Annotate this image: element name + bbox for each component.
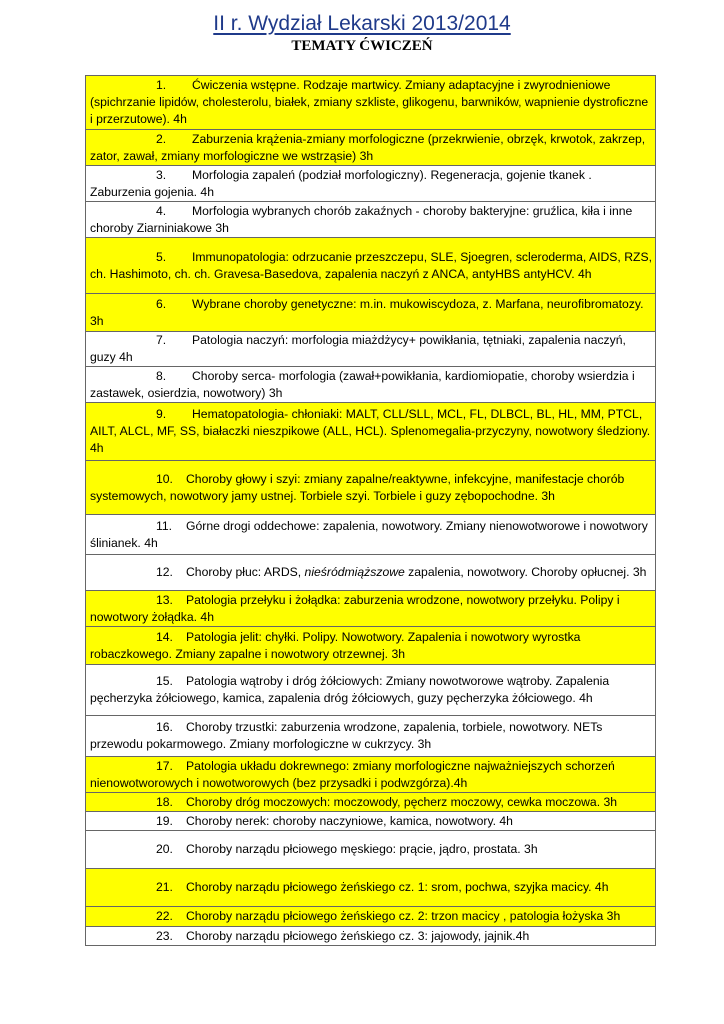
table-row <box>86 403 656 461</box>
topic-text: Choroby narządu płciowego żeńskiego cz. 2: trzon macicy , patologia łożyska 3h <box>186 909 621 923</box>
table-row <box>86 716 656 757</box>
table-row <box>86 793 656 812</box>
topic-cell <box>86 716 656 757</box>
table-row <box>86 130 656 166</box>
topic-number: 12. <box>156 565 173 579</box>
table-row <box>86 461 656 515</box>
page-title: II r. Wydział Lekarski 2013/2014 <box>213 12 511 35</box>
table-row <box>86 555 656 591</box>
topic-text: Choroby dróg moczowych: moczowody, pęcherz moczowy, cewka moczowa. 3h <box>186 794 618 809</box>
table-row <box>86 591 656 627</box>
topic-cell <box>86 238 656 294</box>
topic-number: 19. <box>156 813 173 828</box>
table-row <box>86 627 656 665</box>
topic-number: 14. <box>156 629 173 644</box>
topic-cell <box>86 202 656 238</box>
topic-number: 15. <box>156 674 173 688</box>
topic-text: Patologia jelit: chyłki. Polipy. Nowotwory. Zapalenia i nowotwory wyrostka robaczkowego. Zmiany zapalne i nowotwory otrzewnej. 3h <box>90 629 581 661</box>
topic-cell <box>86 812 656 831</box>
topic-cell <box>86 166 656 202</box>
topic-number: 20. <box>156 842 173 856</box>
topic-cell <box>86 515 656 555</box>
table-row <box>86 927 656 946</box>
topic-text: Choroby narządu płciowego żeńskiego cz. 3: jajowody, jajnik.4h <box>186 928 530 943</box>
topic-cell <box>86 627 656 665</box>
topic-number: 22. <box>156 909 173 923</box>
topic-text: Choroby nerek: choroby naczyniowe, kamica, nowotwory. 4h <box>186 813 513 828</box>
topic-cell <box>86 831 656 869</box>
topic-number: 9. <box>156 407 167 421</box>
topic-number: 5. <box>156 249 167 264</box>
topic-text-italic: nieśródmiąższowe <box>304 565 405 579</box>
topic-text: Choroby serca- morfologia (zawał+powikłania, kardiomiopatie, choroby wsierdzia i zastawek, osierdzia, nowotwory) 3h <box>90 368 635 400</box>
topic-text: Morfologia zapaleń (podział morfologiczny). Regeneracja, gojenie tkanek . Zaburzenia gojenia. 4h <box>90 167 592 199</box>
topic-text: Patologia wątroby i dróg żółciowych: Zmiany nowotworowe wątroby. Zapalenia pęcherzyka żółciowego, kamica, zapalenia dróg żółciowych, guzy pęcherzyka żółciowego. 4h <box>90 674 610 705</box>
table-row <box>86 332 656 367</box>
table-row <box>86 76 656 130</box>
page-subtitle: TEMATY ĆWICZEŃ <box>291 38 433 54</box>
topic-cell <box>86 403 656 461</box>
topic-cell <box>86 757 656 793</box>
topic-text: Wybrane choroby genetyczne: m.in. mukowiscydoza, z. Marfana, neurofibromatozy. 3h <box>90 296 644 328</box>
topic-text: Zaburzenia krążenia-zmiany morfologiczne (przekrwienie, obrzęk, krwotok, zakrzep, zator, zawał, zmiany morfologiczne we wstrząsie) 3h <box>90 131 646 163</box>
topic-number: 6. <box>156 296 167 311</box>
table-row <box>86 238 656 294</box>
topic-cell <box>86 555 656 591</box>
topic-cell <box>86 332 656 367</box>
topic-number: 2. <box>156 131 167 146</box>
topic-cell <box>86 665 656 716</box>
topic-number: 1. <box>156 78 167 92</box>
topic-number: 10. <box>156 471 173 486</box>
topic-number: 4. <box>156 203 167 218</box>
topic-number: 17. <box>156 758 173 773</box>
table-row <box>86 907 656 927</box>
topic-text: Górne drogi oddechowe: zapalenia, nowotwory. Zmiany nienowotworowe i nowotwory ślinianek. 4h <box>90 518 648 550</box>
topic-number: 18. <box>156 794 173 809</box>
topic-number: 3. <box>156 167 167 182</box>
table-row <box>86 869 656 907</box>
topic-text-before: Choroby płuc: ARDS, <box>186 565 305 579</box>
topic-text: Choroby narządu płciowego męskiego: prącie, jądro, prostata. 3h <box>186 842 538 856</box>
topic-number: 13. <box>156 592 173 607</box>
topic-number: 23. <box>156 928 173 943</box>
topic-cell <box>86 927 656 946</box>
topic-cell <box>86 294 656 332</box>
topic-text-after: zapalenia, nowotwory. Choroby opłucnej. 3h <box>404 565 647 579</box>
topic-text: Patologia układu dokrewnego: zmiany morfologiczne najważniejszych schorzeń nienowotworowych i nowotworowych (bez przysadki i podwzgórza).4h <box>90 758 615 790</box>
topic-cell <box>86 367 656 403</box>
topic-number: 7. <box>156 333 167 347</box>
table-row <box>86 515 656 555</box>
topic-cell <box>86 907 656 927</box>
topics-table <box>85 75 656 946</box>
topic-cell <box>86 461 656 515</box>
table-row <box>86 367 656 403</box>
topic-number: 8. <box>156 368 167 383</box>
topic-text: Ćwiczenia wstępne. Rodzaje martwicy. Zmiany adaptacyjne i zwyrodnieniowe (spichrzanie lipidów, cholesterolu, białek, zmiany szkliste, glikogenu, barwników, wapnienie dystroficzne i przerzutowe). 4h <box>90 78 649 126</box>
topic-text: Patologia przełyku i żołądka: zaburzenia wrodzone, nowotwory przełyku. Polipy i nowotwory żołądka. 4h <box>90 592 620 624</box>
topic-text: Patologia naczyń: morfologia miażdżycy+ powikłania, tętniaki, zapalenia naczyń, guzy 4h <box>90 333 626 364</box>
topic-text: Morfologia wybranych chorób zakaźnych - choroby bakteryjne: gruźlica, kiła i inne choroby Ziarniniakowe 3h <box>90 203 633 235</box>
topic-text: Hematopatologia- chłoniaki: MALT, CLL/SLL, MCL, FL, DLBCL, BL, HL, MM, PTCL, AILT, ALCL, MF, SS, białaczki nieszpikowe (ALL, HCL). Splenomegalia-przyczyny, nowotwory śledziony. 4h <box>90 407 651 455</box>
topic-text: Immunopatologia: odrzucanie przeszczepu, SLE, Sjoegren, scleroderma, AIDS, RZS, ch. Hashimoto, ch. ch. Gravesa-Basedova, zapalenia naczyń z ANCA, antyHBS antyHCV. 4h <box>90 249 652 281</box>
topic-number: 16. <box>156 720 173 734</box>
table-row <box>86 166 656 202</box>
table-row <box>86 294 656 332</box>
topic-cell <box>86 869 656 907</box>
topic-number: 21. <box>156 880 173 894</box>
topic-number: 11. <box>156 518 173 533</box>
topic-cell <box>86 591 656 627</box>
topic-text: Choroby głowy i szyi: zmiany zapalne/reaktywne, infekcyjne, manifestacje chorób systemowych, nowotwory jamy ustnej. Torbiele szyi. Torbiele i guzy zębopochodne. 3h <box>90 471 625 503</box>
topic-text: Choroby trzustki: zaburzenia wrodzone, zapalenia, torbiele, nowotwory. NETs przewodu pokarmowego. Zmiany morfologiczne w cukrzycy. 3h <box>90 720 603 751</box>
table-row <box>86 757 656 793</box>
topic-cell <box>86 76 656 130</box>
table-row <box>86 665 656 716</box>
table-row <box>86 812 656 831</box>
topic-cell <box>86 130 656 166</box>
table-row <box>86 831 656 869</box>
topic-text: Choroby narządu płciowego żeńskiego cz. 1: srom, pochwa, szyjka macicy. 4h <box>186 880 609 894</box>
topic-cell <box>86 793 656 812</box>
table-row <box>86 202 656 238</box>
